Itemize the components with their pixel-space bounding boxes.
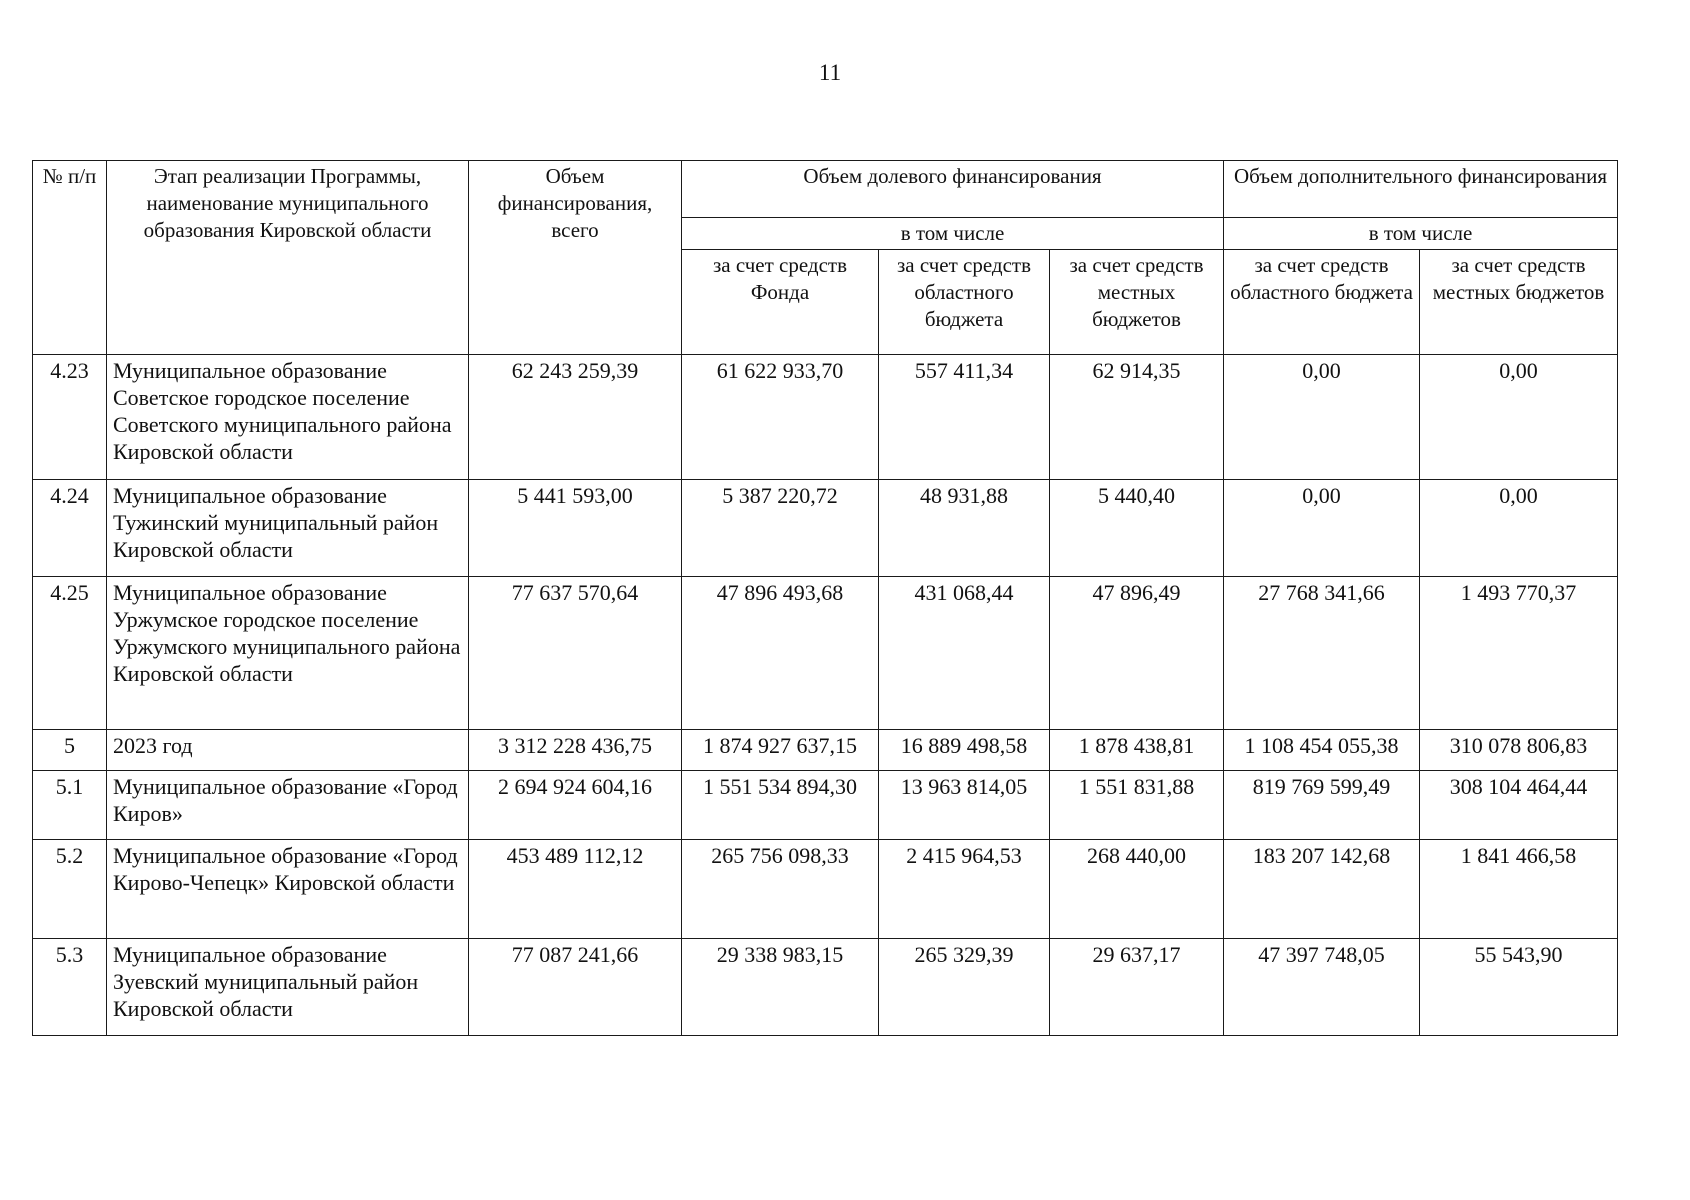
table-row (33, 771, 1618, 840)
financing-table (32, 160, 1618, 1036)
row-add-regional: 27 768 341,66 (1224, 577, 1420, 730)
header-sub-local: за счет средств местных бюджетов (1050, 250, 1224, 355)
row-fund: 61 622 933,70 (682, 355, 879, 480)
table-row (33, 730, 1618, 771)
row-add-regional: 47 397 748,05 (1224, 939, 1420, 1036)
row-fund: 1 551 534 894,30 (682, 771, 879, 840)
row-fund: 29 338 983,15 (682, 939, 879, 1036)
row-local: 268 440,00 (1050, 840, 1224, 939)
row-name: Муниципальное образование Зуевский муниципальный район Кировской области (107, 939, 469, 1036)
row-local: 62 914,35 (1050, 355, 1224, 480)
row-regional: 13 963 814,05 (879, 771, 1050, 840)
row-total: 3 312 228 436,75 (469, 730, 682, 771)
row-total: 62 243 259,39 (469, 355, 682, 480)
row-name: Муниципальное образование Уржумское городское поселение Уржумского муниципального района Кировской области (107, 577, 469, 730)
row-regional: 48 931,88 (879, 480, 1050, 577)
table-row (33, 577, 1618, 730)
row-no: 4.23 (33, 355, 107, 480)
row-name: Муниципальное образование Советское городское поселение Советского муниципального района Кировской области (107, 355, 469, 480)
table-header (33, 161, 1618, 355)
table-row (33, 840, 1618, 939)
table-row (33, 355, 1618, 480)
header-col-no: № п/п (33, 161, 107, 355)
header-sub-regional: за счет средств областного бюджета (879, 250, 1050, 355)
row-total: 2 694 924 604,16 (469, 771, 682, 840)
table-body (33, 355, 1618, 1036)
row-add-regional: 0,00 (1224, 355, 1420, 480)
row-regional: 557 411,34 (879, 355, 1050, 480)
row-local: 29 637,17 (1050, 939, 1224, 1036)
row-no: 5.2 (33, 840, 107, 939)
row-add-regional: 819 769 599,49 (1224, 771, 1420, 840)
row-local: 1 878 438,81 (1050, 730, 1224, 771)
row-add-local: 0,00 (1420, 480, 1618, 577)
header-group-additional: Объем дополнительного финансирования (1224, 161, 1618, 218)
header-incl-shared: в том числе (682, 218, 1224, 250)
table-row (33, 480, 1618, 577)
row-add-local: 308 104 464,44 (1420, 771, 1618, 840)
row-no: 5 (33, 730, 107, 771)
row-regional: 16 889 498,58 (879, 730, 1050, 771)
row-name: Муниципальное образование «Город Киров» (107, 771, 469, 840)
row-local: 47 896,49 (1050, 577, 1224, 730)
row-total: 77 637 570,64 (469, 577, 682, 730)
header-incl-additional: в том числе (1224, 218, 1618, 250)
row-add-local: 55 543,90 (1420, 939, 1618, 1036)
table-row (33, 939, 1618, 1036)
page-number: 11 (818, 60, 842, 85)
row-fund: 1 874 927 637,15 (682, 730, 879, 771)
row-add-local: 1 841 466,58 (1420, 840, 1618, 939)
row-add-local: 0,00 (1420, 355, 1618, 480)
row-total: 5 441 593,00 (469, 480, 682, 577)
row-fund: 265 756 098,33 (682, 840, 879, 939)
header-col-total: Объем финансирования, всего (469, 161, 682, 355)
header-group-shared: Объем долевого финансирования (682, 161, 1224, 218)
row-total: 77 087 241,66 (469, 939, 682, 1036)
row-no: 4.24 (33, 480, 107, 577)
row-no: 4.25 (33, 577, 107, 730)
row-add-local: 310 078 806,83 (1420, 730, 1618, 771)
row-regional: 431 068,44 (879, 577, 1050, 730)
row-name: Муниципальное образование «Город Кирово-Чепецк» Кировской области (107, 840, 469, 939)
row-name: Муниципальное образование Тужинский муниципальный район Кировской области (107, 480, 469, 577)
header-sub-add-regional: за счет средств областного бюджета (1224, 250, 1420, 355)
row-total: 453 489 112,12 (469, 840, 682, 939)
row-name: 2023 год (107, 730, 469, 771)
row-no: 5.1 (33, 771, 107, 840)
row-add-regional: 1 108 454 055,38 (1224, 730, 1420, 771)
row-regional: 2 415 964,53 (879, 840, 1050, 939)
row-add-regional: 0,00 (1224, 480, 1420, 577)
row-regional: 265 329,39 (879, 939, 1050, 1036)
row-fund: 5 387 220,72 (682, 480, 879, 577)
header-sub-add-local: за счет средств местных бюджетов (1420, 250, 1618, 355)
row-local: 5 440,40 (1050, 480, 1224, 577)
header-col-stage: Этап реализации Программы, наименование муниципального образования Кировской области (107, 161, 469, 355)
row-add-regional: 183 207 142,68 (1224, 840, 1420, 939)
row-add-local: 1 493 770,37 (1420, 577, 1618, 730)
header-sub-fund: за счет средств Фонда (682, 250, 879, 355)
row-fund: 47 896 493,68 (682, 577, 879, 730)
row-local: 1 551 831,88 (1050, 771, 1224, 840)
row-no: 5.3 (33, 939, 107, 1036)
